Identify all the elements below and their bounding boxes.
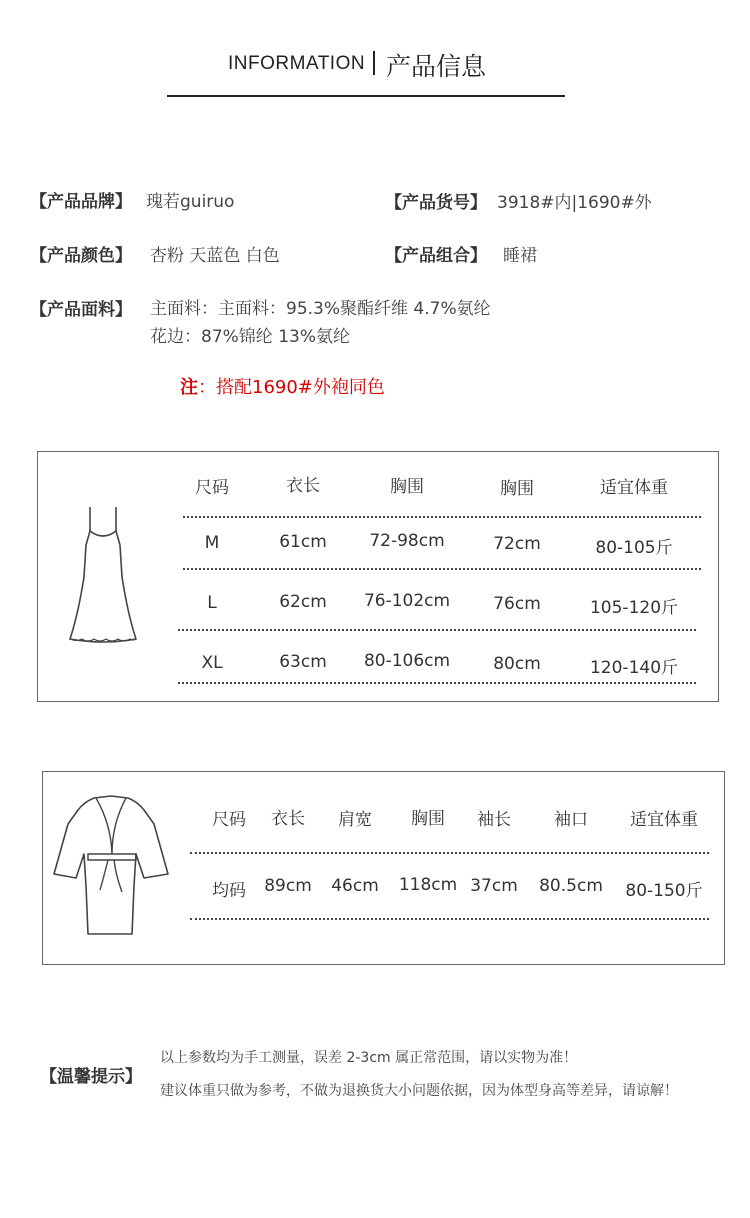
t1-cell: 76-102cm bbox=[363, 591, 451, 611]
t1-cell: 105-120斤 bbox=[589, 598, 679, 618]
header-underline bbox=[167, 95, 565, 97]
t1-cell: L bbox=[207, 593, 217, 613]
t2-cell: 均码 bbox=[212, 881, 246, 901]
t1-cell: 80cm bbox=[493, 654, 541, 674]
t1-divider bbox=[178, 629, 696, 631]
t1-header-length: 衣长 bbox=[286, 476, 320, 496]
brand-value: 瑰若guiruo bbox=[146, 192, 235, 212]
header-divider bbox=[373, 51, 375, 75]
brand-label: 【产品品牌】 bbox=[30, 192, 132, 212]
fabric-line-1: 主面料：主面料：95.3%聚酯纤维 4.7%氨纶 bbox=[150, 299, 491, 319]
fabric-label: 【产品面料】 bbox=[30, 300, 132, 320]
t1-cell: 72cm bbox=[493, 534, 541, 554]
t1-header-weight: 适宜体重 bbox=[600, 478, 668, 498]
color-value: 杏粉 天蓝色 白色 bbox=[150, 246, 280, 266]
t2-header-sleeve: 袖长 bbox=[477, 810, 511, 830]
t2-header-cuff: 袖口 bbox=[554, 810, 588, 830]
t2-header-shoulder: 肩宽 bbox=[338, 810, 372, 830]
t2-cell: 80.5cm bbox=[539, 876, 603, 896]
header-title-en: INFORMATION bbox=[228, 53, 366, 74]
t1-cell: 120-140斤 bbox=[589, 658, 679, 678]
t1-cell: M bbox=[204, 533, 220, 553]
t1-cell: XL bbox=[201, 653, 223, 673]
t2-cell: 118cm bbox=[398, 875, 458, 895]
combo-label: 【产品组合】 bbox=[385, 246, 487, 266]
t1-header-size: 尺码 bbox=[195, 478, 229, 498]
t1-cell: 76cm bbox=[493, 594, 541, 614]
note bbox=[180, 373, 385, 399]
t1-cell: 80-106cm bbox=[363, 651, 451, 671]
t2-header-weight: 适宜体重 bbox=[630, 810, 698, 830]
t2-cell: 37cm bbox=[470, 876, 518, 896]
sku-value: 3918#内|1690#外 bbox=[497, 193, 652, 213]
t1-cell: 61cm bbox=[279, 532, 327, 552]
sku-label: 【产品货号】 bbox=[385, 193, 487, 213]
tips-line-1: 以上参数均为手工测量，误差 2-3cm 属正常范围，请以实物为准！ bbox=[160, 1050, 578, 1066]
t1-cell: 72-98cm bbox=[369, 531, 445, 551]
slip-dress-icon bbox=[68, 505, 138, 645]
t2-divider bbox=[190, 852, 709, 854]
t2-divider bbox=[190, 918, 709, 920]
t2-header-size: 尺码 bbox=[212, 810, 246, 830]
t2-cell: 89cm bbox=[264, 876, 312, 896]
t1-divider bbox=[183, 568, 701, 570]
note-prefix: 注 bbox=[180, 377, 198, 398]
t1-header-bust-2: 胸围 bbox=[500, 479, 534, 499]
tips-line-2: 建议体重只做为参考，不做为退换货大小问题依据，因为体型身高等差异，请谅解！ bbox=[160, 1083, 678, 1099]
robe-icon bbox=[52, 794, 170, 936]
t2-cell: 80-150斤 bbox=[625, 881, 703, 901]
color-label: 【产品颜色】 bbox=[30, 246, 132, 266]
t2-cell: 46cm bbox=[331, 876, 379, 896]
t1-divider bbox=[178, 682, 696, 684]
t2-header-length: 衣长 bbox=[271, 809, 305, 829]
t1-cell: 63cm bbox=[279, 652, 327, 672]
t1-cell: 62cm bbox=[279, 592, 327, 612]
note-text: ：搭配1690#外袍同色 bbox=[198, 377, 385, 398]
header-title-cn: 产品信息 bbox=[386, 52, 487, 81]
t1-cell: 80-105斤 bbox=[595, 538, 673, 558]
combo-value: 睡裙 bbox=[503, 246, 537, 266]
t1-divider bbox=[183, 516, 701, 518]
t2-header-bust: 胸围 bbox=[411, 809, 445, 829]
t1-header-bust: 胸围 bbox=[390, 477, 424, 497]
fabric-line-2: 花边：87%锦纶 13%氨纶 bbox=[150, 327, 350, 347]
tips-label: 【温馨提示】 bbox=[40, 1067, 142, 1087]
